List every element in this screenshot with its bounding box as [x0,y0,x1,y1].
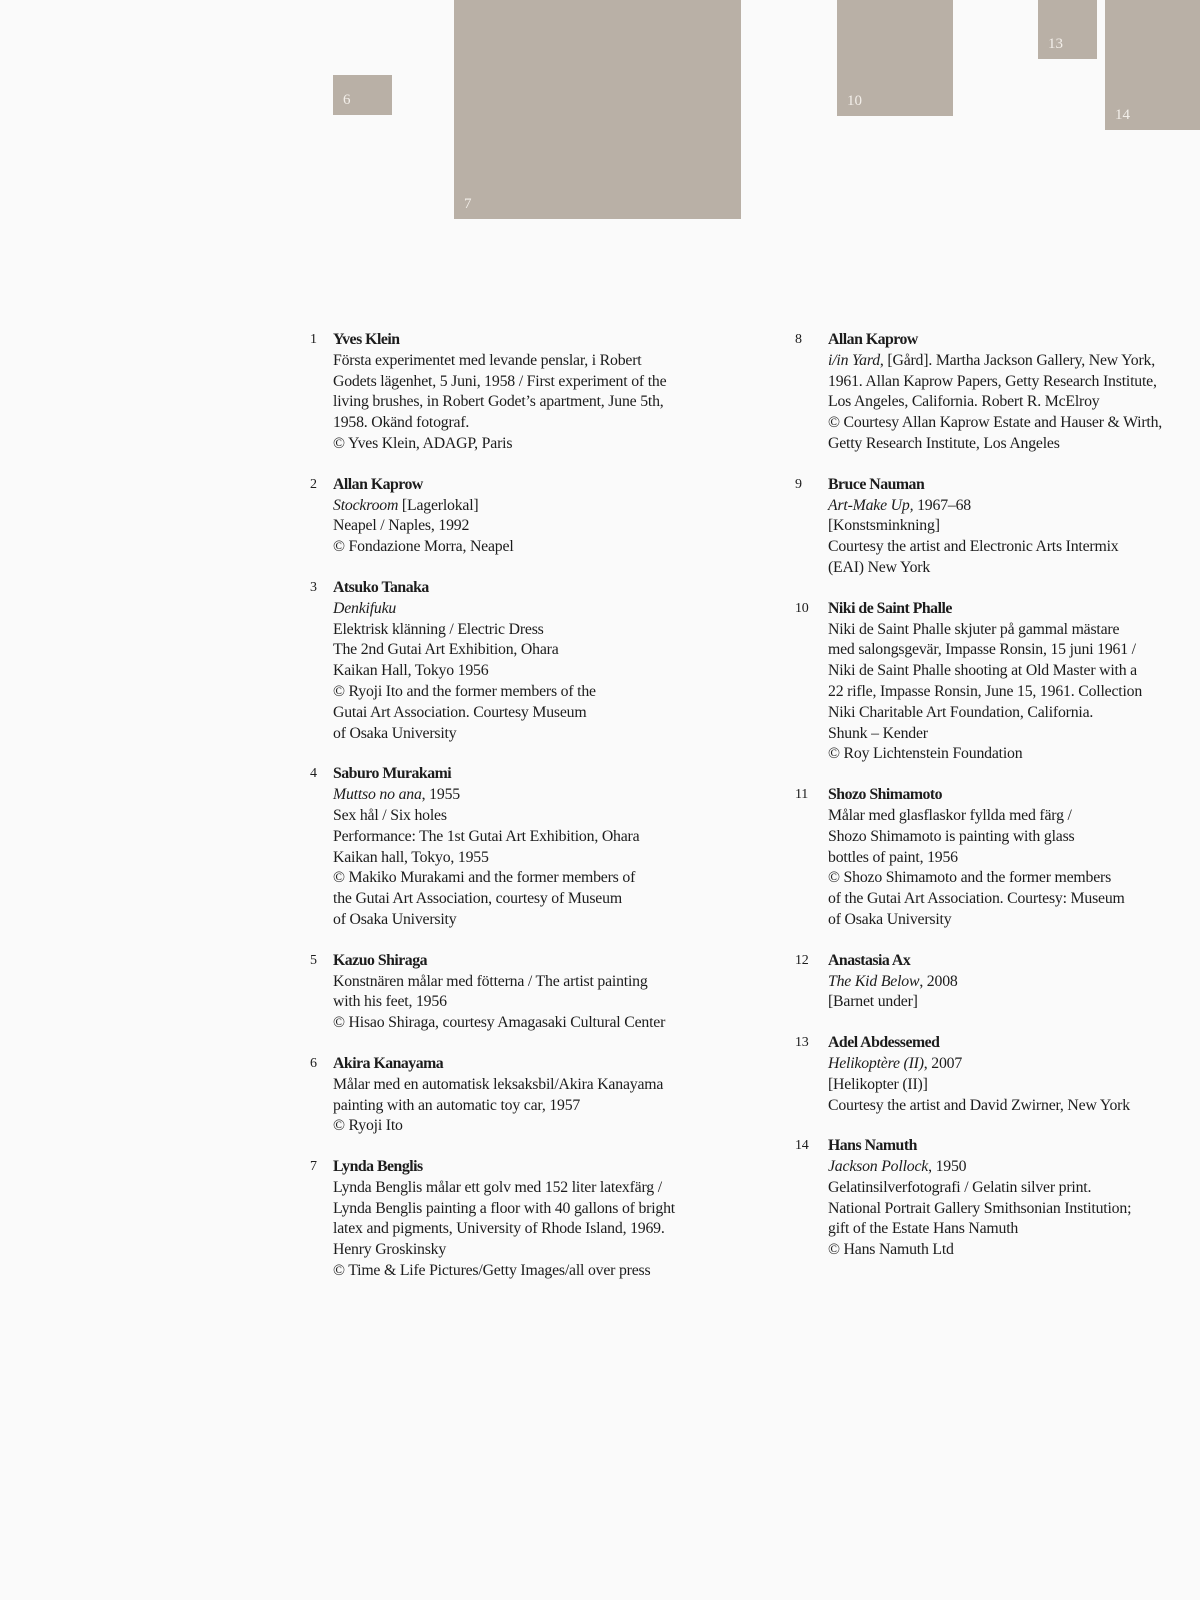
caption-line: © Fondazione Morra, Neapel [333,538,514,556]
caption-line: Målar med glasflaskor fyllda med färg / [828,806,1072,824]
caption-body [828,599,1200,765]
caption-line: Sex hål / Six holes [333,806,447,824]
caption-body [333,1054,720,1137]
caption-line: the Gutai Art Association, courtesy of Museum [333,890,622,908]
caption-number: 1 [310,332,317,347]
caption-number: 3 [310,579,317,595]
caption-line: Henry Groskinsky [333,1241,447,1259]
work-title-line [828,972,1200,993]
caption-body [828,1136,1200,1261]
caption-body [828,330,1200,455]
caption-number: 4 [310,766,317,782]
caption-line: of Osaka University [828,910,952,928]
caption-body [828,475,1200,579]
work-title-line [333,599,720,620]
work-title: The Kid Below [828,972,920,990]
artist-name: Shozo Shimamoto [828,786,943,804]
caption-line: Niki de Saint Phalle shooting at Old Master with a [828,662,1137,680]
caption-entry [300,1054,720,1137]
caption-line: Gelatinsilverfotografi / Gelatin silver print. [828,1178,1092,1196]
caption-body [828,951,1200,1013]
caption-number: 6 [310,1055,317,1071]
caption-line: Lynda Benglis målar ett golv med 152 liter latexfärg / [333,1178,662,1196]
caption-line: bottles of paint, 1956 [828,848,958,866]
caption-line: Courtesy the artist and Electronic Arts Intermix [828,538,1119,556]
work-title-line [828,351,1200,372]
work-title-suffix: [Lagerlokal] [398,496,479,514]
caption-line: Performance: The 1st Gutai Art Exhibition, Ohara [333,827,640,845]
caption-entry [300,1157,720,1282]
caption-line: Godets lägenhet, 5 Juni, 1958 / First experiment of the [333,372,667,390]
work-title-suffix: 1967–68 [913,496,971,514]
caption-number: 14 [795,1138,809,1154]
caption-line: living brushes, in Robert Godet’s apartment, June 5th, [333,393,664,411]
caption-number: 11 [795,787,809,803]
thumbnail-13 [1038,0,1097,59]
caption-line: © Yves Klein, ADAGP, Paris [333,434,513,452]
caption-number: 8 [795,332,802,347]
caption-line: gift of the Estate Hans Namuth [828,1220,1019,1238]
caption-entry [300,475,720,558]
artist-name: Anastasia Ax [828,951,911,969]
artist-name: Allan Kaprow [333,475,423,493]
caption-line: of Osaka University [333,724,457,742]
caption-line: © Ryoji Ito and the former members of the [333,682,596,700]
artist-name: Atsuko Tanaka [333,578,429,596]
caption-line: Neapel / Naples, 1992 [333,517,470,535]
thumbnail-10 [837,0,953,116]
caption-line: 1961. Allan Kaprow Papers, Getty Research Institute, [828,372,1157,390]
caption-entry [795,1033,1200,1116]
artist-name: Allan Kaprow [828,331,918,348]
thumbnail-label: 13 [1048,36,1063,52]
caption-line: © Roy Lichtenstein Foundation [828,745,1023,763]
artist-name: Akira Kanayama [333,1054,444,1072]
work-title-line [828,1054,1200,1075]
caption-body [333,475,720,558]
work-title-suffix: , 2007 [923,1054,963,1072]
artist-name: Bruce Nauman [828,475,925,493]
work-title: Jackson Pollock [828,1158,929,1176]
caption-line: © Courtesy Allan Kaprow Estate and Hauser & Wirth, [828,414,1163,432]
caption-line: [Helikopter (II)] [828,1075,928,1093]
caption-number: 10 [795,600,809,616]
artist-name: Kazuo Shiraga [333,951,427,969]
caption-line: Målar med en automatisk leksaksbil/Akira Kanayama [333,1075,664,1093]
caption-body [333,764,720,930]
caption-line: © Hisao Shiraga, courtesy Amagasaki Cultural Center [333,1014,666,1032]
caption-body [333,1157,720,1282]
caption-line: 22 rifle, Impasse Ronsin, June 15, 1961. Collection [828,682,1143,700]
work-title-line [828,496,1200,517]
caption-line: Shunk – Kender [828,724,928,742]
caption-line: © Ryoji Ito [333,1117,403,1135]
artist-name: Hans Namuth [828,1137,917,1155]
thumbnail-label: 7 [464,196,472,212]
caption-line: © Shozo Shimamoto and the former members [828,869,1112,887]
caption-line: Kaikan Hall, Tokyo 1956 [333,662,489,680]
caption-line: Gutai Art Association. Courtesy Museum [333,703,587,721]
work-title: Art-Make Up, [828,496,914,514]
caption-entry [795,599,1200,765]
caption-number: 7 [310,1159,317,1175]
caption-line: Niki de Saint Phalle skjuter på gammal mästare [828,620,1120,638]
thumbnail-label: 10 [847,93,862,109]
caption-line: of Osaka University [333,910,457,928]
caption-entry [795,951,1200,1013]
work-title-suffix: , [Gård]. Martha Jackson Gallery, New York, [879,351,1156,369]
caption-line: latex and pigments, University of Rhode Island, 1969. [333,1220,665,1238]
caption-line: Courtesy the artist and David Zwirner, New York [828,1096,1130,1114]
caption-line: [Barnet under] [828,993,918,1011]
caption-line: 1958. Okänd fotograf. [333,414,470,432]
work-title: Stockroom [333,496,399,514]
work-title: Muttso no ana [333,786,422,804]
caption-body [333,330,720,455]
artist-name: Niki de Saint Phalle [828,599,952,617]
caption-entry [300,330,720,455]
caption-line: of the Gutai Art Association. Courtesy: Museum [828,890,1125,908]
caption-line: © Makiko Murakami and the former members of [333,869,636,887]
caption-number: 13 [795,1035,809,1051]
caption-entry [300,764,720,930]
caption-line: Första experimentet med levande penslar, i Robert [333,351,642,369]
caption-number: 9 [795,476,802,492]
caption-line: Konstnären målar med fötterna / The artist painting [333,972,648,990]
artist-name: Adel Abdessemed [828,1034,940,1052]
thumbnail-14 [1105,0,1200,130]
captions-right-column [795,330,1200,1281]
caption-line: (EAI) New York [828,558,931,576]
caption-body [333,951,720,1034]
caption-line: Getty Research Institute, Los Angeles [828,434,1060,452]
caption-entry [300,951,720,1034]
caption-line: © Hans Namuth Ltd [828,1241,954,1259]
work-title-line [333,785,720,806]
caption-entry [795,330,1200,455]
thumbnail-label: 14 [1115,107,1130,123]
caption-body [828,785,1200,931]
artist-name: Saburo Murakami [333,765,452,783]
caption-entry [795,475,1200,579]
work-title-suffix: , 1950 [928,1158,967,1176]
work-title-line [828,1157,1200,1178]
work-title: Denkifuku [333,599,397,617]
caption-line: The 2nd Gutai Art Exhibition, Ohara [333,641,559,659]
caption-line: Niki Charitable Art Foundation, California. [828,703,1094,721]
caption-line: painting with an automatic toy car, 1957 [333,1096,581,1114]
captions-left-column [300,330,720,1302]
caption-line: Lynda Benglis painting a floor with 40 gallons of bright [333,1199,675,1217]
caption-line: Los Angeles, California. Robert R. McElroy [828,393,1100,411]
work-title-line [333,496,720,517]
caption-line: Shozo Shimamoto is painting with glass [828,827,1075,845]
artist-name: Yves Klein [333,331,400,348]
artist-name: Lynda Benglis [333,1158,423,1176]
thumbnail-label: 6 [343,92,351,108]
caption-line: with his feet, 1956 [333,993,447,1011]
caption-line: med salongsgevär, Impasse Ronsin, 15 juni 1961 / [828,641,1136,659]
work-title: i/in Yard [828,351,880,369]
caption-number: 5 [310,952,317,968]
caption-body [828,1033,1200,1116]
thumbnail-6 [333,75,392,115]
caption-line: Kaikan hall, Tokyo, 1955 [333,848,489,866]
caption-line: © Time & Life Pictures/Getty Images/all over press [333,1262,651,1280]
caption-line: Elektrisk klänning / Electric Dress [333,620,544,638]
caption-body [333,578,720,744]
work-title-suffix: , 1955 [421,786,460,804]
work-title-suffix: , 2008 [919,972,958,990]
work-title: Helikoptère (II) [828,1054,924,1072]
caption-line: [Konstsminkning] [828,517,940,535]
thumbnail-7 [454,0,741,219]
caption-line: National Portrait Gallery Smithsonian Institution; [828,1199,1132,1217]
caption-entry [795,785,1200,931]
caption-entry [300,578,720,744]
caption-number: 12 [795,952,809,968]
caption-number: 2 [310,476,317,492]
caption-entry [795,1136,1200,1261]
